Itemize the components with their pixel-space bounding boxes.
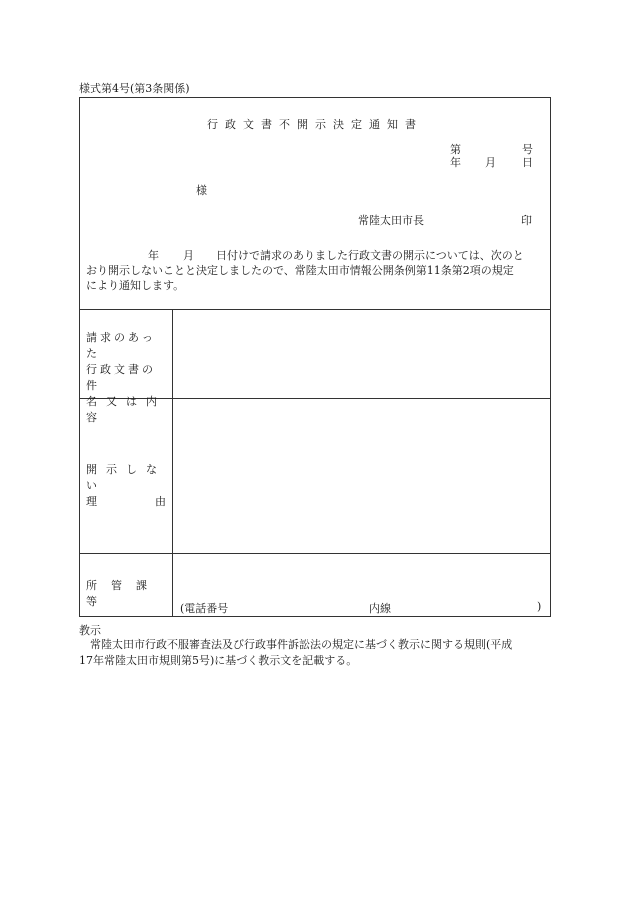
- document-title: 行政文書不開示決定通知書: [207, 118, 423, 131]
- reason-label-line-1: 開示しない: [86, 463, 166, 492]
- request-label-line-3: 名又は内容: [86, 395, 166, 424]
- instruction-line-2: 17年常陸太田市規則第5号)に基づく教示文を記載する。: [79, 654, 358, 667]
- intro-paragraph: [86, 248, 544, 293]
- nondisclosure-reason-field[interactable]: [173, 399, 551, 553]
- instruction-body: [79, 637, 551, 669]
- request-content-label: [86, 330, 166, 426]
- reason-label-char-2: 由: [155, 495, 166, 508]
- intro-month: 月: [183, 249, 194, 262]
- phone-number-label: (電話番号: [180, 602, 229, 615]
- issuer-name: 常陸太田市長: [358, 214, 424, 227]
- instruction-title: 教示: [79, 624, 101, 637]
- reason-label-line-2: [86, 494, 166, 510]
- intro-line-1-text: 日付けで請求のありました行政文書の開示については、次のと: [216, 249, 524, 262]
- phone-close-paren: ): [537, 600, 542, 613]
- request-label-line-2: 行政文書の件: [86, 363, 156, 392]
- reason-label-char-1: 理: [86, 495, 97, 508]
- notice-form-frame: [79, 97, 551, 617]
- intro-line-3: により通知します。: [86, 279, 185, 292]
- department-field[interactable]: [173, 554, 551, 594]
- instruction-line-1: 常陸太田市行政不服審査法及び行政事件訴訟法の規定に基づく教示に関する規則(平成: [90, 638, 513, 651]
- department-label-text: 所管課等: [86, 579, 161, 608]
- number-prefix: 第: [450, 143, 461, 156]
- date-day: 日: [522, 156, 533, 169]
- extension-label: 内線: [369, 602, 391, 615]
- request-content-field[interactable]: [173, 310, 551, 398]
- date-year: 年: [450, 156, 461, 169]
- form-label: 様式第4号(第3条関係): [79, 82, 190, 95]
- request-label-line-1: 請求のあった: [86, 331, 156, 360]
- nondisclosure-reason-label: [86, 462, 166, 510]
- seal-mark: 印: [521, 214, 532, 227]
- date-month: 月: [485, 156, 496, 169]
- addressee-suffix: 様: [196, 184, 207, 197]
- number-suffix: 号: [522, 143, 533, 156]
- intro-line-1: [86, 248, 544, 263]
- intro-year: 年: [148, 249, 159, 262]
- intro-line-2: おり開示しないことと決定しましたので、常陸太田市情報公開条例第11条第2項の規定: [86, 264, 514, 277]
- department-label: [86, 578, 166, 610]
